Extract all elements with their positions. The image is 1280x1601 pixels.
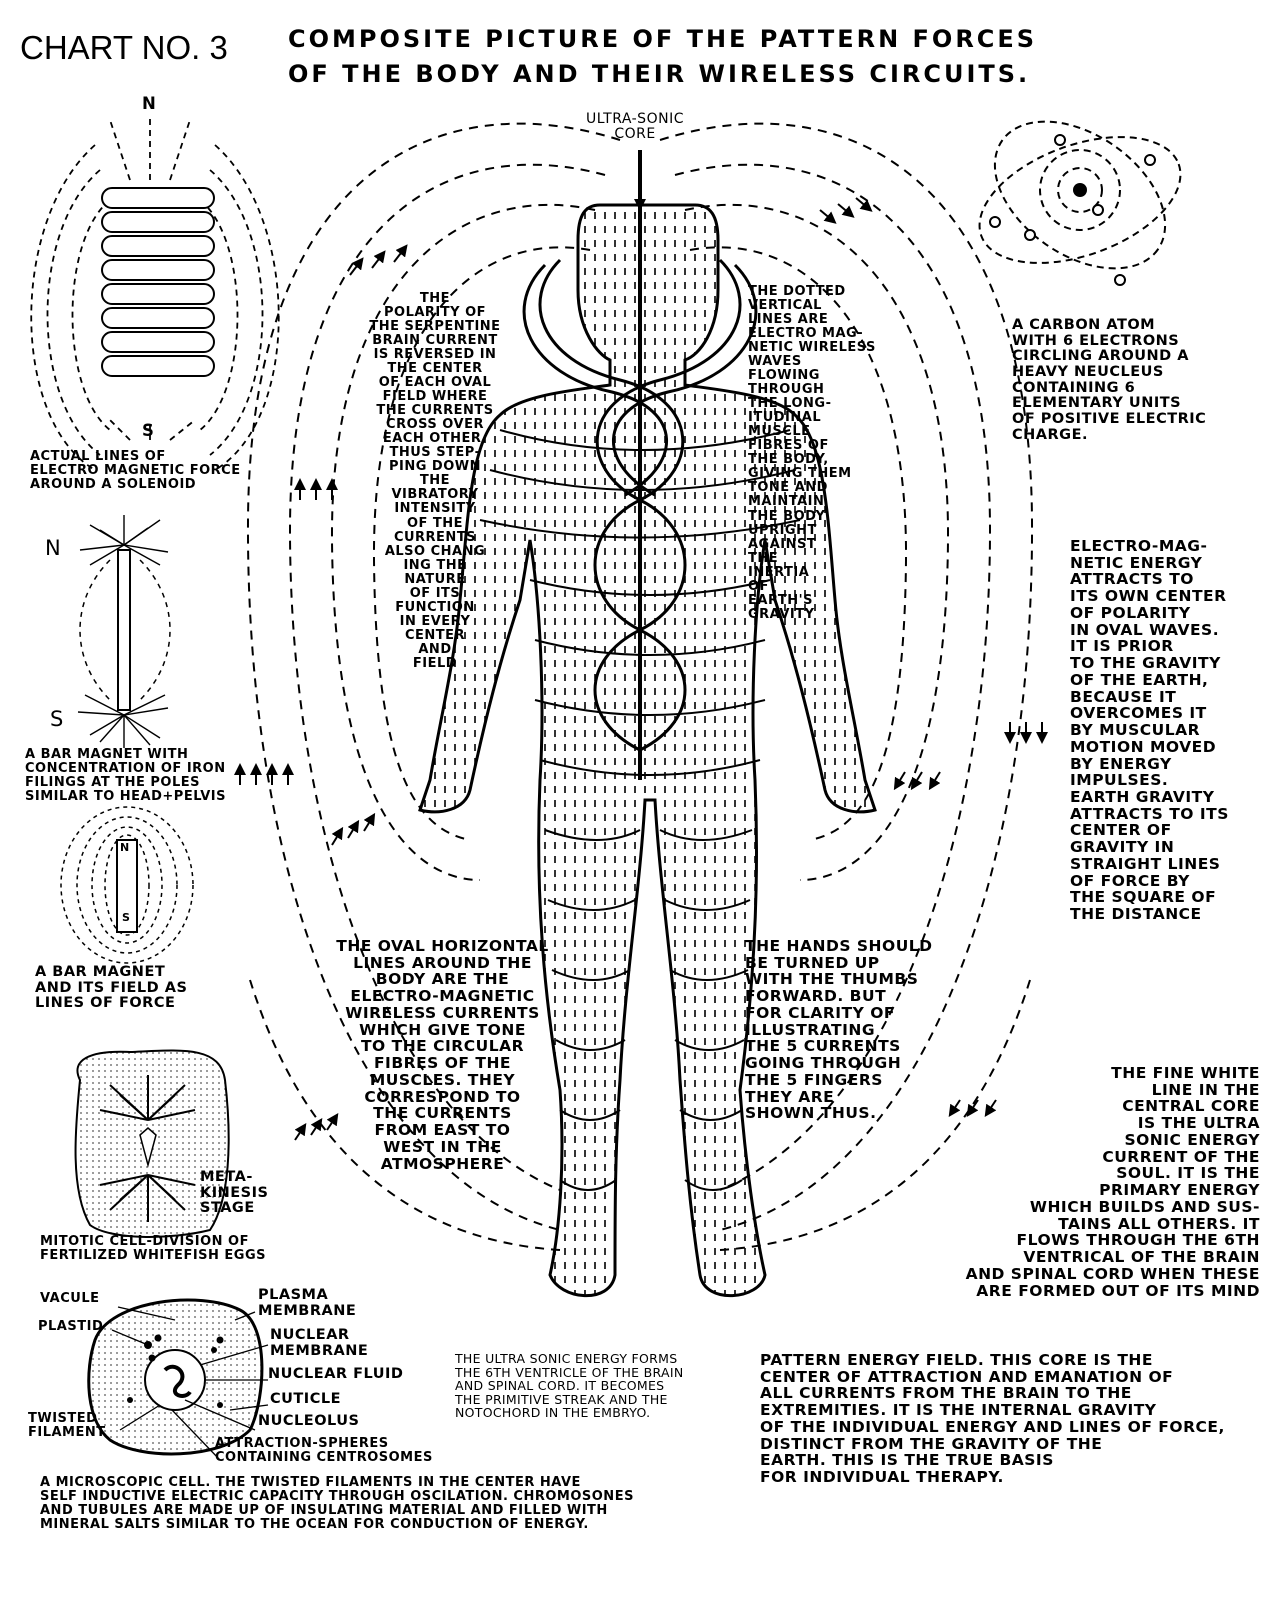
note-hands: THE HANDS SHOULD BE TURNED UP WITH THE THUMBS FORWARD. BUT FOR CLARITY OF ILLUSTRATING THE 5 CURRENTS GOING THROUGH THE 5 FINGERS THEY ARE SHOWN THUS. bbox=[745, 937, 933, 1123]
bar-magnet-filings bbox=[78, 515, 170, 748]
cell-label-nuclear-fluid: NUCLEAR FLUID bbox=[268, 1366, 404, 1382]
cell-label-plastid: PLASTID bbox=[38, 1319, 104, 1334]
note-ultra-sonic-forms: THE ULTRA SONIC ENERGY FORMS THE 6TH VENTRICLE OF THE BRAIN AND SPINAL CORD. IT BECOMES THE PRIMITIVE STREAK AND THE NOTOCHORD IN THE EMBRYO. bbox=[455, 1351, 684, 1420]
cell-label-plasma-membrane: PLASMA MEMBRANE bbox=[258, 1287, 357, 1319]
solenoid bbox=[31, 115, 279, 470]
note-pattern-energy: PATTERN ENERGY FIELD. THIS CORE IS THE CENTER OF ATTRACTION AND EMANATION OF ALL CURRENTS FROM THE BRAIN TO THE EXTREMITIES. IT IS THE INTERNAL GRAVITY OF THE INDIVIDUAL ENERGY AND LINES OF FORCE, DISTINCT FROM THE GRAVITY OF THE EARTH. THIS IS THE TRUE BASIS FOR INDIVIDUAL THERAPY. bbox=[760, 1351, 1225, 1487]
cell-caption: A MICROSCOPIC CELL. THE TWISTED FILAMENTS IN THE CENTER HAVE SELF INDUCTIVE ELECTRIC CAPACITY THROUGH OSCILATION. CHROMOSONES AND TUBULES ARE MADE UP OF INSULATING MATERIAL AND FILLED WITH MINERAL SALTS SIMILAR TO THE OCEAN FOR CONDUCTION OF ENERGY. bbox=[40, 1475, 634, 1533]
mitosis-caption: MITOTIC CELL-DIVISION OF FERTILIZED WHITEFISH EGGS bbox=[40, 1234, 267, 1264]
filings-north-label: N bbox=[45, 536, 62, 560]
page-title: COMPOSITE PICTURE OF THE PATTERN FORCES OF THE BODY AND THEIR WIRELESS CIRCUITS. bbox=[288, 25, 1038, 88]
core-label: ULTRA-SONIC CORE bbox=[586, 111, 684, 143]
cell-label-vacule: VACULE bbox=[40, 1291, 100, 1306]
metakinesis-label: META- KINESIS STAGE bbox=[200, 1169, 269, 1217]
cell-label-twisted-filament: TWISTED FILAMENT bbox=[28, 1411, 106, 1441]
field-caption: A BAR MAGNET AND ITS FIELD AS LINES OF FORCE bbox=[35, 964, 188, 1012]
cell-label-nucleolus: NUCLEOLUS bbox=[258, 1413, 360, 1429]
chart-number: CHART NO. 3 bbox=[20, 29, 228, 66]
filings-caption: A BAR MAGNET WITH CONCENTRATION OF IRON FILINGS AT THE POLES SIMILAR TO HEAD+PELVIS bbox=[25, 747, 226, 805]
note-oval-lines: THE OVAL HORIZONTAL LINES AROUND THE BODY ARE THE ELECTRO-MAGNETIC WIRELESS CURRENTS WHICH GIVE TONE TO THE CIRCULAR FIBRES OF THE MUSCLES. THEY CORRESPOND TO THE CURRENTS FROM EAST TO WEST IN THE ATMOSPHERE bbox=[336, 937, 549, 1173]
bar-magnet-field bbox=[61, 807, 193, 963]
note-dotted-lines: THE DOTTED VERTICAL LINES ARE ELECTRO MAG- NETIC WIRELESS WAVES FLOWING THROUGH THE LONG- ITUDINAL MUSCLE FIBRES OF THE BODY, GIVING THEM TONE AND MAINTAIN THE BODY UPRIGHT AGAINST THE INERTIA OF EARTH'S GRAVITY bbox=[748, 284, 876, 622]
solenoid-south-label: S bbox=[142, 421, 155, 440]
field-south-label: S bbox=[122, 911, 131, 924]
solenoid-north-label: N bbox=[142, 94, 157, 113]
note-polarity: THE POLARITY OF THE SERPENTINE BRAIN CURRENT IS REVERSED IN THE CENTER OF EACH OVAL FIELD WHERE THE CURRENTS CROSS OVER EACH OTHER. THUS STEP- PING DOWN THE VIBRATORY INTENSITY OF THE CURRENTS ALSO CHANG ING THE NATURE OF ITS FUNCTION IN EVERY CENTER AND FIELD bbox=[369, 291, 501, 671]
note-electro-magnetic: ELECTRO-MAG- NETIC ENERGY ATTRACTS TO ITS OWN CENTER OF POLARITY IN OVAL WAVES. IT IS PRIOR TO THE GRAVITY OF THE EARTH, BECAUSE IT OVERCOMES IT BY MUSCULAR MOTION MOVED BY ENERGY IMPULSES. EARTH GRAVITY ATTRACTS TO ITS CENTER OF GRAVITY IN STRAIGHT LINES OF FORCE BY THE SQUARE OF THE DISTANCE bbox=[1070, 537, 1229, 924]
solenoid-caption: ACTUAL LINES OF ELECTRO MAGNETIC FORCE AROUND A SOLENOID bbox=[30, 449, 241, 493]
carbon-atom-caption: A CARBON ATOM WITH 6 ELECTRONS CIRCLING AROUND A HEAVY NEUCLEUS CONTAINING 6 ELEMENTARY UNITS OF POSITIVE ELECTRIC CHARGE. bbox=[1012, 317, 1207, 443]
field-north-label: N bbox=[120, 841, 130, 854]
filings-south-label: S bbox=[50, 707, 64, 731]
cell-label-cuticle: CUTICLE bbox=[270, 1391, 341, 1407]
cell-label-attraction-spheres: ATTRACTION-SPHERES CONTAINING CENTROSOMES bbox=[215, 1436, 433, 1466]
cell-label-nuclear-membrane: NUCLEAR MEMBRANE bbox=[270, 1327, 369, 1359]
note-fine-white-line: THE FINE WHITE LINE IN THE CENTRAL CORE IS THE ULTRA SONIC ENERGY CURRENT OF THE SOUL. IT IS THE PRIMARY ENERGY WHICH BUILDS AND SUS- TAINS ALL OTHERS. IT FLOWS THROUGH THE 6TH VENTRICAL OF THE BRAIN AND SPINAL CORD WHEN THESE ARE FORMED OUT OF ITS MIND bbox=[965, 1064, 1260, 1300]
